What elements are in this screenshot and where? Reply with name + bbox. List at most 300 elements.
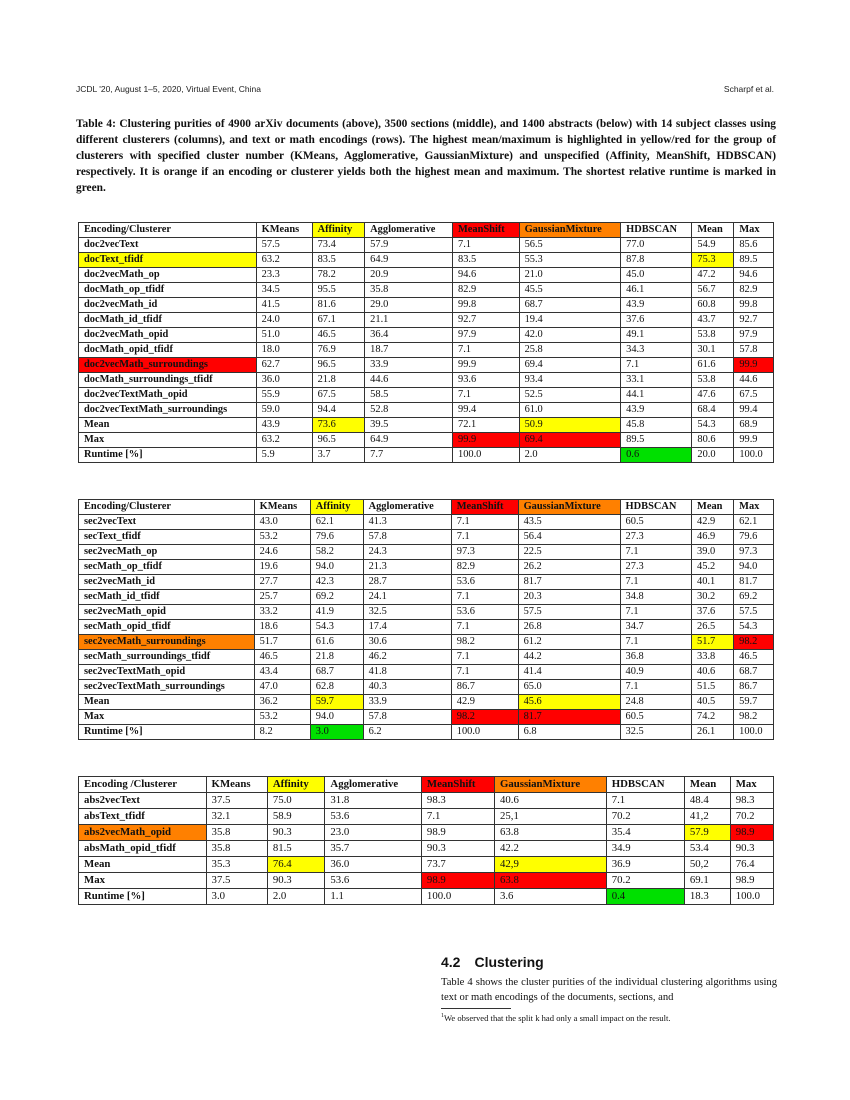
table-cell: 28.7 bbox=[363, 575, 451, 590]
table-cell: 25,1 bbox=[494, 809, 606, 825]
table-cell: 41,2 bbox=[684, 809, 730, 825]
row-label: sec2vecText bbox=[79, 515, 255, 530]
table-cell: 39.5 bbox=[365, 418, 453, 433]
table-cell: 0.6 bbox=[621, 448, 692, 463]
table-cell: 63.2 bbox=[256, 433, 312, 448]
table-cell: 69.4 bbox=[519, 433, 621, 448]
table-cell: 18.6 bbox=[254, 620, 310, 635]
table-row bbox=[79, 873, 774, 889]
table-cell: 45.2 bbox=[692, 560, 734, 575]
table-cell: 94.6 bbox=[734, 268, 774, 283]
section-number: 4.2 bbox=[441, 954, 461, 970]
table-cell: 64.9 bbox=[365, 253, 453, 268]
table-cell: 17.4 bbox=[363, 620, 451, 635]
row-label: docMath_id_tfidf bbox=[79, 313, 257, 328]
table-cell: 94.0 bbox=[310, 560, 363, 575]
table-cell: 98.9 bbox=[421, 873, 494, 889]
table-cell: 37.5 bbox=[206, 873, 267, 889]
running-head-authors: Scharpf et al. bbox=[723, 84, 774, 94]
table-cell: 97.3 bbox=[734, 545, 774, 560]
row-label: Runtime [%] bbox=[79, 448, 257, 463]
table-row bbox=[79, 793, 774, 809]
table-cell: 68.9 bbox=[734, 418, 774, 433]
column-header: Encoding/Clusterer bbox=[79, 223, 257, 238]
table-cell: 69.2 bbox=[310, 590, 363, 605]
table-header-row bbox=[79, 777, 774, 793]
table-cell: 68.7 bbox=[519, 298, 621, 313]
table-cell: 25.7 bbox=[254, 590, 310, 605]
table-cell: 92.7 bbox=[453, 313, 520, 328]
table-cell: 34.8 bbox=[620, 590, 692, 605]
table-row bbox=[79, 298, 774, 313]
running-head-venue: JCDL '20, August 1–5, 2020, Virtual Event, China bbox=[76, 84, 261, 94]
table-cell: 61.6 bbox=[692, 358, 734, 373]
table-cell: 57.8 bbox=[363, 530, 451, 545]
table-row bbox=[79, 313, 774, 328]
row-label: doc2vecMath_id bbox=[79, 298, 257, 313]
table-cell: 85.6 bbox=[734, 238, 774, 253]
table-cell: 60.5 bbox=[620, 515, 692, 530]
column-header: GaussianMixture bbox=[518, 500, 620, 515]
sections-purity-table bbox=[78, 499, 774, 740]
column-header: MeanShift bbox=[451, 500, 518, 515]
row-label: doc2vecText bbox=[79, 238, 257, 253]
table-cell: 46.5 bbox=[734, 650, 774, 665]
table-cell: 51.7 bbox=[692, 635, 734, 650]
table-cell: 30.1 bbox=[692, 343, 734, 358]
table-row bbox=[79, 725, 774, 740]
table-cell: 76.4 bbox=[267, 857, 325, 873]
table-cell: 51.7 bbox=[254, 635, 310, 650]
row-label: Max bbox=[79, 433, 257, 448]
table-cell: 7.1 bbox=[620, 605, 692, 620]
table-cell: 45.5 bbox=[519, 283, 621, 298]
table-cell: 53.8 bbox=[692, 373, 734, 388]
table-row bbox=[79, 358, 774, 373]
table-cell: 44.1 bbox=[621, 388, 692, 403]
table-cell: 90.3 bbox=[730, 841, 773, 857]
row-label: absText_tfidf bbox=[79, 809, 207, 825]
table-cell: 98.9 bbox=[421, 825, 494, 841]
table-cell: 7.1 bbox=[451, 515, 518, 530]
table-cell: 100.0 bbox=[734, 448, 774, 463]
table-cell: 30.6 bbox=[363, 635, 451, 650]
table-cell: 36.0 bbox=[325, 857, 422, 873]
table-cell: 53.8 bbox=[692, 328, 734, 343]
table-cell: 89.5 bbox=[734, 253, 774, 268]
table-cell: 40.3 bbox=[363, 680, 451, 695]
table-cell: 96.5 bbox=[312, 358, 365, 373]
table-cell: 58.2 bbox=[310, 545, 363, 560]
table-cell: 64.9 bbox=[365, 433, 453, 448]
table-cell: 7.1 bbox=[453, 343, 520, 358]
column-header: Affinity bbox=[310, 500, 363, 515]
table-cell: 57.5 bbox=[518, 605, 620, 620]
table-cell: 96.5 bbox=[312, 433, 365, 448]
row-label: secMath_surroundings_tfidf bbox=[79, 650, 255, 665]
table-row bbox=[79, 343, 774, 358]
table-cell: 7.1 bbox=[620, 680, 692, 695]
table-cell: 37.5 bbox=[206, 793, 267, 809]
table-cell: 73.4 bbox=[312, 238, 365, 253]
table-cell: 33.8 bbox=[692, 650, 734, 665]
table-cell: 99.9 bbox=[453, 358, 520, 373]
table-cell: 7.1 bbox=[621, 358, 692, 373]
table-cell: 8.2 bbox=[254, 725, 310, 740]
table-cell: 68.7 bbox=[734, 665, 774, 680]
table-cell: 82.9 bbox=[453, 283, 520, 298]
table-cell: 36.0 bbox=[256, 373, 312, 388]
table-cell: 35.4 bbox=[606, 825, 684, 841]
row-label: Mean bbox=[79, 418, 257, 433]
table-cell: 7.1 bbox=[620, 545, 692, 560]
table-cell: 21.8 bbox=[312, 373, 365, 388]
table-cell: 100.0 bbox=[734, 725, 774, 740]
table-cell: 6.8 bbox=[518, 725, 620, 740]
table-cell: 46.9 bbox=[692, 530, 734, 545]
table-cell: 100.0 bbox=[421, 889, 494, 905]
table-cell: 43.5 bbox=[518, 515, 620, 530]
table-cell: 81.7 bbox=[734, 575, 774, 590]
row-label: docMath_op_tfidf bbox=[79, 283, 257, 298]
table-cell: 47.6 bbox=[692, 388, 734, 403]
table-row bbox=[79, 515, 774, 530]
table-cell: 70.2 bbox=[606, 809, 684, 825]
table-cell: 25.8 bbox=[519, 343, 621, 358]
table-cell: 40.1 bbox=[692, 575, 734, 590]
table-cell: 40.9 bbox=[620, 665, 692, 680]
table-cell: 42.3 bbox=[310, 575, 363, 590]
table-cell: 29.0 bbox=[365, 298, 453, 313]
table-cell: 61.0 bbox=[519, 403, 621, 418]
table-cell: 3.0 bbox=[206, 889, 267, 905]
column-header: KMeans bbox=[254, 500, 310, 515]
table-caption: Table 4: Clustering purities of 4900 arXiv documents (above), 3500 sections (middle), and 1400 abstracts (below) with 14 subject classes using different clusterers (columns), and text or math encodings (rows). The highest mean/maximum is highlighted in yellow/red for the group of clusterers with specified cluster number (KMeans, Agglomerative, GaussianMixture) and unspecified (Affinity, MeanShift, HDBSCAN) respectively. It is orange if an encoding or clusterer yields both the highest mean and maximum. The shortest relative runtime is marked in green. bbox=[76, 118, 776, 194]
table-cell: 62.1 bbox=[734, 515, 774, 530]
table-cell: 59.0 bbox=[256, 403, 312, 418]
table-cell: 60.5 bbox=[620, 710, 692, 725]
table-cell: 57.8 bbox=[363, 710, 451, 725]
table-row bbox=[79, 433, 774, 448]
table-cell: 44.2 bbox=[518, 650, 620, 665]
table-cell: 30.2 bbox=[692, 590, 734, 605]
table-cell: 47.0 bbox=[254, 680, 310, 695]
table-cell: 57.5 bbox=[256, 238, 312, 253]
column-header: GaussianMixture bbox=[519, 223, 621, 238]
table-cell: 81.7 bbox=[518, 575, 620, 590]
row-label: Mean bbox=[79, 695, 255, 710]
table-cell: 34.5 bbox=[256, 283, 312, 298]
table-cell: 69.4 bbox=[519, 358, 621, 373]
table-cell: 27.7 bbox=[254, 575, 310, 590]
table-cell: 56.4 bbox=[518, 530, 620, 545]
row-label: docText_tfidf bbox=[79, 253, 257, 268]
table-cell: 3.0 bbox=[310, 725, 363, 740]
table-cell: 3.7 bbox=[312, 448, 365, 463]
table-cell: 76.4 bbox=[730, 857, 773, 873]
footnote bbox=[441, 1013, 777, 1023]
table-row bbox=[79, 841, 774, 857]
table-cell: 55.3 bbox=[519, 253, 621, 268]
table-row bbox=[79, 560, 774, 575]
table-cell: 61.6 bbox=[310, 635, 363, 650]
column-header: Max bbox=[734, 500, 774, 515]
table-cell: 76.9 bbox=[312, 343, 365, 358]
table-cell: 48.4 bbox=[684, 793, 730, 809]
table-cell: 43.0 bbox=[254, 515, 310, 530]
table-cell: 81.6 bbox=[312, 298, 365, 313]
table-cell: 35.8 bbox=[206, 841, 267, 857]
table-cell: 58.9 bbox=[267, 809, 325, 825]
table-cell: 78.2 bbox=[312, 268, 365, 283]
table-cell: 0.4 bbox=[606, 889, 684, 905]
table-cell: 35.3 bbox=[206, 857, 267, 873]
table-cell: 93.4 bbox=[519, 373, 621, 388]
table-cell: 54.3 bbox=[692, 418, 734, 433]
column-header: Affinity bbox=[312, 223, 365, 238]
table-cell: 87.8 bbox=[621, 253, 692, 268]
table-cell: 79.6 bbox=[310, 530, 363, 545]
table-row bbox=[79, 889, 774, 905]
table-cell: 94.0 bbox=[310, 710, 363, 725]
table-row bbox=[79, 695, 774, 710]
row-label: Max bbox=[79, 710, 255, 725]
table-cell: 21.1 bbox=[365, 313, 453, 328]
table-cell: 62.8 bbox=[310, 680, 363, 695]
table-cell: 26.5 bbox=[692, 620, 734, 635]
table-cell: 49.1 bbox=[621, 328, 692, 343]
table-cell: 52.5 bbox=[519, 388, 621, 403]
table-row bbox=[79, 620, 774, 635]
table-cell: 7.1 bbox=[606, 793, 684, 809]
row-label: doc2vecTextMath_surroundings bbox=[79, 403, 257, 418]
table-row bbox=[79, 825, 774, 841]
table-cell: 86.7 bbox=[734, 680, 774, 695]
table-cell: 54.3 bbox=[310, 620, 363, 635]
table-cell: 7.1 bbox=[451, 620, 518, 635]
table-cell: 36.2 bbox=[254, 695, 310, 710]
table-cell: 19.4 bbox=[519, 313, 621, 328]
table-cell: 98.9 bbox=[730, 873, 773, 889]
table-cell: 2.0 bbox=[267, 889, 325, 905]
table-cell: 21.8 bbox=[310, 650, 363, 665]
table-cell: 63.8 bbox=[494, 825, 606, 841]
table-cell: 95.5 bbox=[312, 283, 365, 298]
row-label: secMath_id_tfidf bbox=[79, 590, 255, 605]
table-cell: 33.2 bbox=[254, 605, 310, 620]
row-label: docMath_surroundings_tfidf bbox=[79, 373, 257, 388]
table-row bbox=[79, 857, 774, 873]
table-cell: 50.9 bbox=[519, 418, 621, 433]
column-header: KMeans bbox=[206, 777, 267, 793]
column-header: HDBSCAN bbox=[606, 777, 684, 793]
table-cell: 40.6 bbox=[692, 665, 734, 680]
table-cell: 26.1 bbox=[692, 725, 734, 740]
table-row bbox=[79, 283, 774, 298]
table-cell: 1.1 bbox=[325, 889, 422, 905]
table-cell: 54.9 bbox=[692, 238, 734, 253]
table-cell: 99.8 bbox=[453, 298, 520, 313]
column-header: Encoding/Clusterer bbox=[79, 500, 255, 515]
documents-purity-table bbox=[78, 222, 774, 463]
table-cell: 51.5 bbox=[692, 680, 734, 695]
table-row bbox=[79, 448, 774, 463]
table-cell: 90.3 bbox=[267, 873, 325, 889]
table-cell: 57.9 bbox=[365, 238, 453, 253]
table-cell: 33.9 bbox=[365, 358, 453, 373]
column-header: Max bbox=[730, 777, 773, 793]
table-cell: 36.4 bbox=[365, 328, 453, 343]
table-cell: 99.9 bbox=[734, 433, 774, 448]
table-cell: 41.4 bbox=[518, 665, 620, 680]
table-cell: 80.6 bbox=[692, 433, 734, 448]
table-cell: 24.3 bbox=[363, 545, 451, 560]
row-label: secText_tfidf bbox=[79, 530, 255, 545]
table-cell: 20.9 bbox=[365, 268, 453, 283]
table-row bbox=[79, 665, 774, 680]
row-label: Max bbox=[79, 873, 207, 889]
table-row bbox=[79, 253, 774, 268]
table-cell: 35.8 bbox=[206, 825, 267, 841]
table-cell: 52.8 bbox=[365, 403, 453, 418]
table-cell: 7.1 bbox=[451, 590, 518, 605]
table-cell: 98.2 bbox=[734, 635, 774, 650]
table-cell: 41.8 bbox=[363, 665, 451, 680]
table-cell: 43.9 bbox=[621, 298, 692, 313]
table-cell: 43.4 bbox=[254, 665, 310, 680]
row-label: Runtime [%] bbox=[79, 889, 207, 905]
table-cell: 19.6 bbox=[254, 560, 310, 575]
table-cell: 7.1 bbox=[421, 809, 494, 825]
column-header: Affinity bbox=[267, 777, 325, 793]
table-cell: 98.3 bbox=[730, 793, 773, 809]
table-cell: 99.8 bbox=[734, 298, 774, 313]
column-header: Agglomerative bbox=[363, 500, 451, 515]
table-cell: 62.7 bbox=[256, 358, 312, 373]
table-cell: 7.1 bbox=[453, 238, 520, 253]
table-row bbox=[79, 809, 774, 825]
column-header: MeanShift bbox=[421, 777, 494, 793]
table-cell: 99.4 bbox=[453, 403, 520, 418]
table-cell: 55.9 bbox=[256, 388, 312, 403]
table-cell: 3.6 bbox=[494, 889, 606, 905]
table-cell: 44.6 bbox=[734, 373, 774, 388]
table-cell: 26.8 bbox=[518, 620, 620, 635]
table-cell: 98.2 bbox=[451, 635, 518, 650]
table-cell: 18.0 bbox=[256, 343, 312, 358]
table-cell: 53.6 bbox=[451, 575, 518, 590]
table-cell: 43.9 bbox=[621, 403, 692, 418]
table-cell: 35.8 bbox=[365, 283, 453, 298]
table-cell: 81.5 bbox=[267, 841, 325, 857]
table-cell: 37.6 bbox=[692, 605, 734, 620]
table-row bbox=[79, 635, 774, 650]
table-cell: 61.2 bbox=[518, 635, 620, 650]
column-header: Mean bbox=[692, 500, 734, 515]
row-label: doc2vecMath_surroundings bbox=[79, 358, 257, 373]
table-row bbox=[79, 268, 774, 283]
table-cell: 43.9 bbox=[256, 418, 312, 433]
table-cell: 42.0 bbox=[519, 328, 621, 343]
table-cell: 42,9 bbox=[494, 857, 606, 873]
table-cell: 20.0 bbox=[692, 448, 734, 463]
table-cell: 50,2 bbox=[684, 857, 730, 873]
table-cell: 24.0 bbox=[256, 313, 312, 328]
table-cell: 42.2 bbox=[494, 841, 606, 857]
table-cell: 27.3 bbox=[620, 560, 692, 575]
table-cell: 7.1 bbox=[620, 635, 692, 650]
table-row bbox=[79, 650, 774, 665]
table-cell: 97.9 bbox=[734, 328, 774, 343]
table-row bbox=[79, 328, 774, 343]
table-cell: 34.9 bbox=[606, 841, 684, 857]
table-cell: 21.3 bbox=[363, 560, 451, 575]
table-cell: 74.2 bbox=[692, 710, 734, 725]
table-cell: 24.8 bbox=[620, 695, 692, 710]
table-cell: 68.4 bbox=[692, 403, 734, 418]
table-cell: 75.3 bbox=[692, 253, 734, 268]
table-cell: 42.9 bbox=[692, 515, 734, 530]
table-cell: 41.3 bbox=[363, 515, 451, 530]
table-row bbox=[79, 238, 774, 253]
table-cell: 68.7 bbox=[310, 665, 363, 680]
column-header: GaussianMixture bbox=[494, 777, 606, 793]
table-cell: 100.0 bbox=[451, 725, 518, 740]
row-label: absMath_opid_tfidf bbox=[79, 841, 207, 857]
table-row bbox=[79, 403, 774, 418]
table-cell: 90.3 bbox=[421, 841, 494, 857]
table-cell: 33.1 bbox=[621, 373, 692, 388]
column-header: Agglomerative bbox=[365, 223, 453, 238]
table-cell: 98.3 bbox=[421, 793, 494, 809]
table-row bbox=[79, 710, 774, 725]
table-cell: 99.9 bbox=[453, 433, 520, 448]
table-cell: 6.2 bbox=[363, 725, 451, 740]
row-label: sec2vecMath_opid bbox=[79, 605, 255, 620]
table-cell: 2.0 bbox=[519, 448, 621, 463]
table-cell: 72.1 bbox=[453, 418, 520, 433]
table-cell: 56.5 bbox=[519, 238, 621, 253]
column-header: Mean bbox=[692, 223, 734, 238]
table-cell: 100.0 bbox=[730, 889, 773, 905]
table-cell: 46.1 bbox=[621, 283, 692, 298]
row-label: doc2vecMath_op bbox=[79, 268, 257, 283]
table-cell: 57.8 bbox=[734, 343, 774, 358]
table-cell: 97.9 bbox=[453, 328, 520, 343]
table-cell: 69.2 bbox=[734, 590, 774, 605]
table-cell: 53.6 bbox=[325, 873, 422, 889]
column-header: Mean bbox=[684, 777, 730, 793]
table-cell: 40.6 bbox=[494, 793, 606, 809]
table-cell: 79.6 bbox=[734, 530, 774, 545]
table-cell: 7.1 bbox=[451, 665, 518, 680]
table-cell: 58.5 bbox=[365, 388, 453, 403]
table-header-row bbox=[79, 223, 774, 238]
table-cell: 7.1 bbox=[451, 530, 518, 545]
row-label: sec2vecTextMath_surroundings bbox=[79, 680, 255, 695]
table-cell: 37.6 bbox=[621, 313, 692, 328]
footnote-rule bbox=[441, 1008, 511, 1009]
table-cell: 98.2 bbox=[734, 710, 774, 725]
table-cell: 97.3 bbox=[451, 545, 518, 560]
table-cell: 45.0 bbox=[621, 268, 692, 283]
table-cell: 22.5 bbox=[518, 545, 620, 560]
table-cell: 51.0 bbox=[256, 328, 312, 343]
column-header: KMeans bbox=[256, 223, 312, 238]
table-cell: 69.1 bbox=[684, 873, 730, 889]
table-row bbox=[79, 388, 774, 403]
column-header: Encoding /Clusterer bbox=[79, 777, 207, 793]
